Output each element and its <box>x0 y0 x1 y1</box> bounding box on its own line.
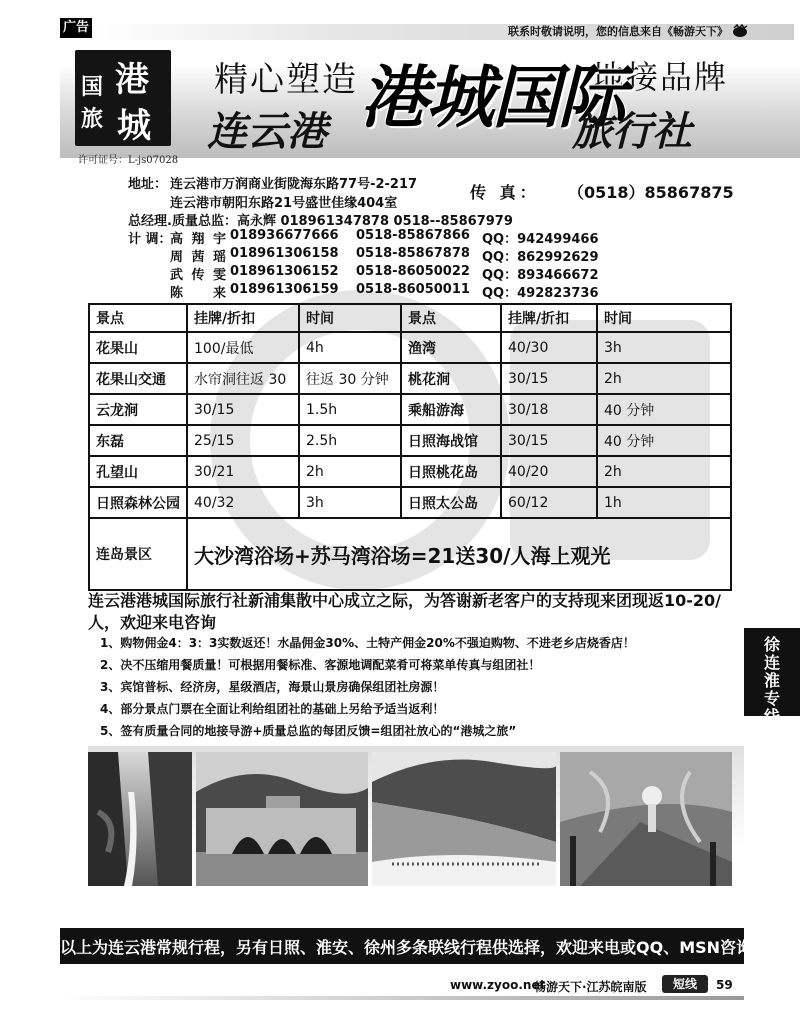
brand-name: 港城国际 <box>360 59 625 138</box>
table-row <box>89 363 731 394</box>
footer-url[interactable]: www.zyoo.net <box>450 978 546 992</box>
price-cell: 30/18 <box>501 394 597 425</box>
dispatcher-tel: 0518-85867866 <box>356 228 470 243</box>
duration-cell: 2h <box>299 456 401 487</box>
bottom-banner-text: 以上为连云港常规行程，另有日照、淮安、徐州多条联线行程供选择，欢迎来电或QQ、MSN咨询！ <box>60 938 769 957</box>
promo-headline: 连云港港城国际旅行社新浦集散中心成立之际，为答谢新老客户的支持现来团现返10-20/人，欢迎来电咨询 <box>88 591 722 632</box>
duration-cell: 往返 30 分钟 <box>299 363 401 394</box>
bottom-banner <box>60 928 769 964</box>
dispatcher-qq: QQ：862992629 <box>482 250 599 265</box>
column-header: 景点 <box>89 304 187 332</box>
duration-cell: 1.5h <box>299 394 401 425</box>
attraction-name: 日照海战馆 <box>401 425 501 456</box>
island-offer: 大沙湾浴场+苏马湾浴场=21送30/人海上观光 <box>187 518 731 590</box>
brand-agency: 旅行社 <box>572 109 692 155</box>
logo-char: 国 <box>81 74 104 100</box>
dispatcher-qq: QQ：492823736 <box>482 286 599 301</box>
column-header: 挂牌/折扣 <box>501 304 597 332</box>
duration-cell: 40 分钟 <box>597 394 731 425</box>
address-label: 地址： <box>128 177 168 192</box>
logo-char: 旅 <box>81 106 104 132</box>
table-row <box>89 425 731 456</box>
price-cell: 40/20 <box>501 456 597 487</box>
dispatcher-name: 高翔宇 <box>170 232 226 247</box>
dispatcher-name: 周茜瑶 <box>170 250 226 265</box>
benefit-item: 1、购物佣金4：3：3实数返还！水晶佣金30%、土特产佣金20%不强迫购物、不进老乡店烧香店！ <box>100 636 635 650</box>
attraction-name: 日照森林公园 <box>89 487 187 518</box>
dispatcher-tel: 0518-86050022 <box>356 264 470 279</box>
waterfall-photo <box>88 752 192 886</box>
address-line: 连云港市朝阳东路21号盛世佳缘404室 <box>170 196 398 211</box>
side-tab-label: 徐连淮专线 <box>763 635 780 726</box>
price-cell: 40/30 <box>501 332 597 363</box>
price-cell: 30/15 <box>501 425 597 456</box>
address-line: 连云港市万润商业街陇海东路77号-2-217 <box>170 177 418 192</box>
price-cell: 25/15 <box>187 425 299 456</box>
duration-cell: 3h <box>597 332 731 363</box>
attraction-name: 孔望山 <box>89 456 187 487</box>
column-header: 挂牌/折扣 <box>187 304 299 332</box>
dispatcher-mobile: 018961306159 <box>230 282 339 297</box>
license-number: 许可证号：L-js07028 <box>78 155 179 166</box>
attraction-name: 乘船游海 <box>401 394 501 425</box>
table-row <box>89 487 731 518</box>
table-row <box>89 394 731 425</box>
dispatcher-row <box>170 264 730 282</box>
ad-tag: 广告 <box>60 18 92 38</box>
magazine-logo-icon <box>732 24 748 38</box>
page-number: 59 <box>716 978 733 992</box>
column-header: 景点 <box>401 304 501 332</box>
attraction-name: 桃花涧 <box>401 363 501 394</box>
attraction-name: 日照桃花岛 <box>401 456 501 487</box>
section-tag: 短线 <box>662 975 708 993</box>
agency-logo <box>75 50 171 146</box>
table-header-row <box>89 304 731 332</box>
price-cell: 30/21 <box>187 456 299 487</box>
slogan-right: 地接品牌 <box>592 58 729 96</box>
dispatcher-qq: QQ：893466672 <box>482 268 599 283</box>
fax-number: （0518）85867875 <box>568 183 734 202</box>
duration-cell: 40 分钟 <box>597 425 731 456</box>
dispatcher-mobile: 018961306158 <box>230 246 339 261</box>
fax-label: 传 真： <box>470 183 540 202</box>
dispatcher-row <box>170 246 730 264</box>
benefit-item: 3、宾馆普标、经济房，星级酒店，海景山景房确保组团社房源！ <box>100 680 445 694</box>
manager-line: 总经理.质量总监：高永辉 018961347878 0518--85867979 <box>128 214 513 229</box>
dispatcher-tel: 0518-85867878 <box>356 246 470 261</box>
logo-char: 城 <box>117 106 151 146</box>
table-row <box>89 456 731 487</box>
column-header: 时间 <box>597 304 731 332</box>
price-cell: 40/32 <box>187 487 299 518</box>
duration-cell: 2.5h <box>299 425 401 456</box>
table-row-island <box>89 518 731 590</box>
dispatcher-mobile: 018961306152 <box>230 264 339 279</box>
duration-cell: 2h <box>597 363 731 394</box>
island-label: 连岛景区 <box>89 518 187 590</box>
attraction-name: 东磊 <box>89 425 187 456</box>
attraction-name: 云龙涧 <box>89 394 187 425</box>
gate-photo <box>196 752 368 886</box>
attraction-name: 花果山 <box>89 332 187 363</box>
brand-city: 连云港 <box>207 109 327 155</box>
duration-cell: 1h <box>597 487 731 518</box>
duration-cell: 2h <box>597 456 731 487</box>
duration-cell: 3h <box>299 487 401 518</box>
benefit-item: 4、部分景点门票在全面让利给组团社的基础上另给予适当返利！ <box>100 702 445 716</box>
table-row <box>89 332 731 363</box>
price-cell: 水帘洞往返 30 <box>187 363 299 394</box>
attractions-table <box>88 303 732 591</box>
dispatcher-qq: QQ：942499466 <box>482 232 599 247</box>
price-cell: 100/最低 <box>187 332 299 363</box>
footer-bar <box>60 996 744 1000</box>
source-note: 联系时敬请说明，您的信息来自《畅游天下》 <box>508 25 728 38</box>
dispatcher-row <box>170 228 730 246</box>
attraction-name: 花果山交通 <box>89 363 187 394</box>
benefit-item: 2、决不压缩用餐质量！可根据用餐标准、客源地调配菜肴可将菜单传真与组团社！ <box>100 658 541 672</box>
column-header: 时间 <box>299 304 401 332</box>
beach-photo <box>372 752 556 886</box>
dispatcher-tel: 0518-86050011 <box>356 282 470 297</box>
dispatcher-name: 陈 来 <box>170 286 226 301</box>
price-cell: 30/15 <box>187 394 299 425</box>
attraction-name: 日照太公岛 <box>401 487 501 518</box>
logo-char: 港 <box>115 60 149 100</box>
duration-cell: 4h <box>299 332 401 363</box>
price-cell: 60/12 <box>501 487 597 518</box>
benefit-item: 5、签有质量合同的地接导游+质量总监的每团反馈=组团社放心的“港城之旅” <box>100 724 517 738</box>
price-cell: 30/15 <box>501 363 597 394</box>
attraction-name: 渔湾 <box>401 332 501 363</box>
dispatcher-mobile: 018936677666 <box>230 228 339 243</box>
footer-magazine: 畅游天下·江苏皖南版 <box>534 980 647 994</box>
dispatch-label: 计 调： <box>128 232 172 247</box>
route-side-tab <box>744 628 800 726</box>
bridge-photo <box>560 752 732 886</box>
slogan-left: 精心塑造 <box>214 60 358 100</box>
dispatcher-name: 武传雯 <box>170 268 226 283</box>
